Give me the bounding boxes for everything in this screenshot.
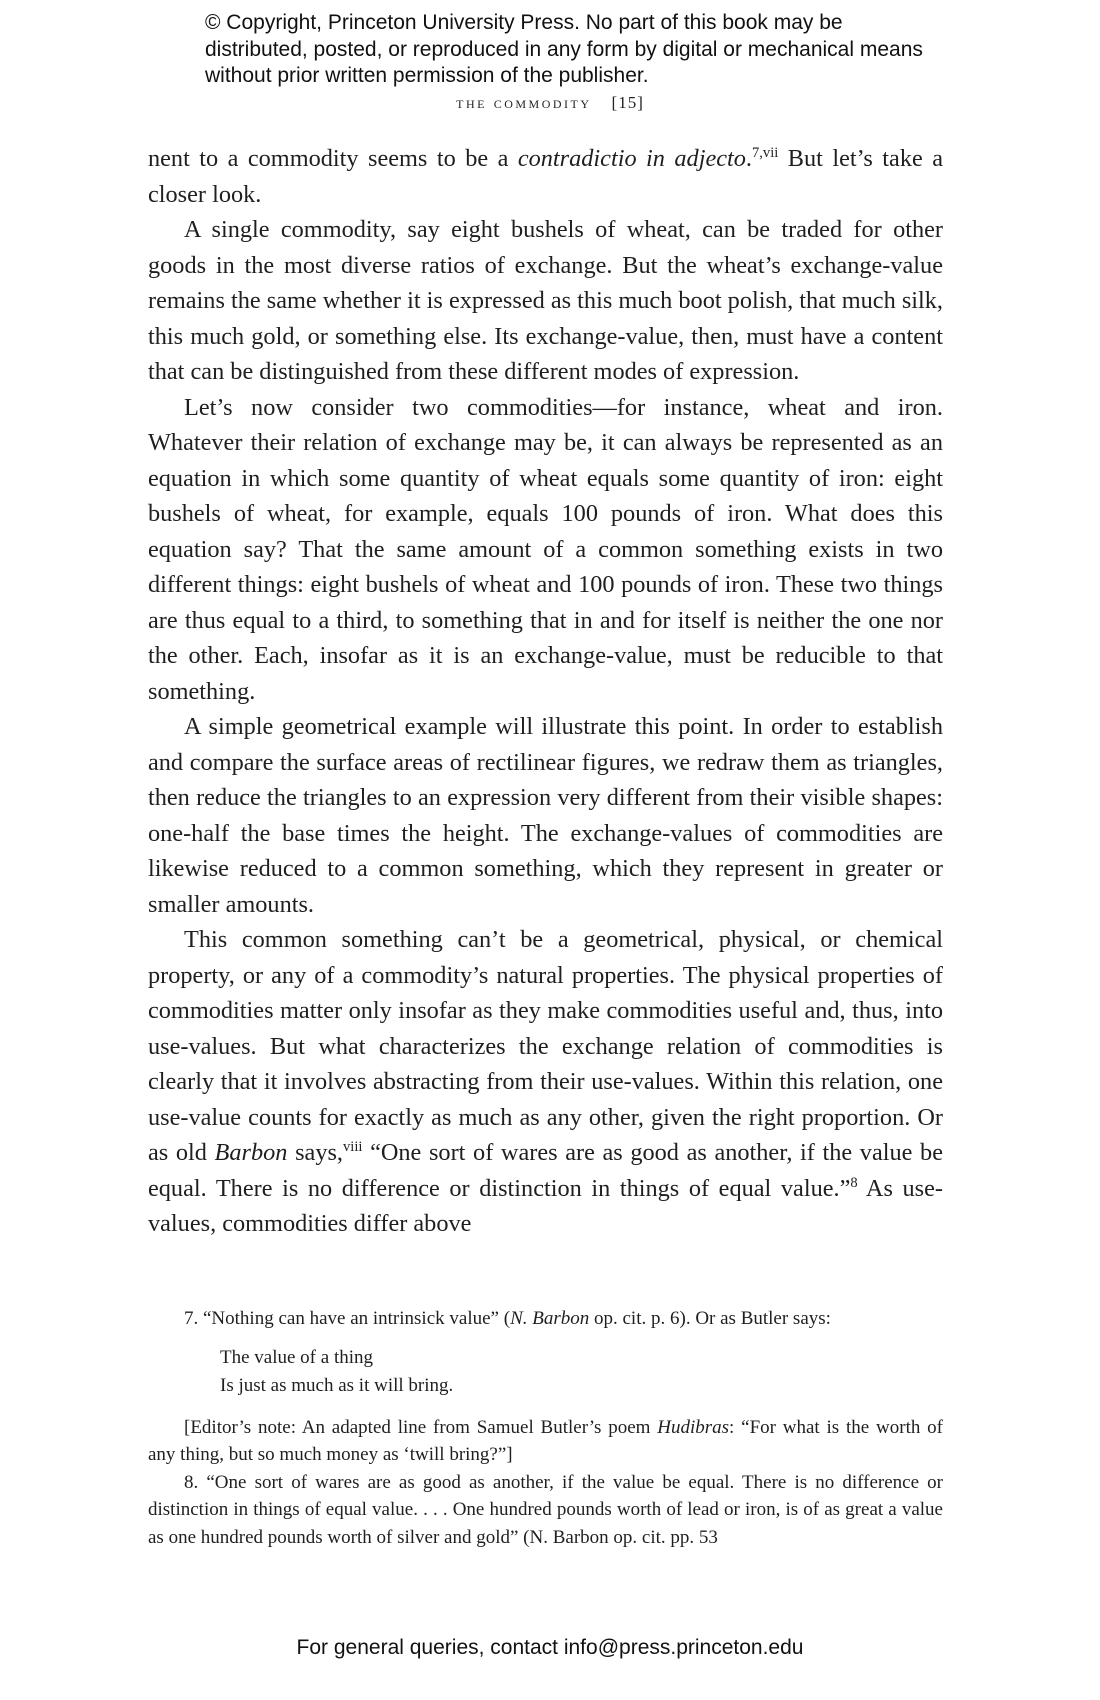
text-run: But let’s take a closer look. bbox=[148, 145, 943, 208]
footnote-ref[interactable]: 7,vii bbox=[752, 144, 779, 161]
copyright-notice: © Copyright, Princeton University Press. No part of this book may be distributed, posted, or reproduced in any form by digital or mechanical means without prior written permission of the publisher. bbox=[205, 11, 923, 87]
poem-title: Hudibras bbox=[657, 1416, 730, 1438]
text-run: : “For what is the worth of any thing, but so much money as ‘twill bring?”] bbox=[148, 1416, 943, 1465]
page-number: [15] bbox=[611, 93, 644, 112]
footnote-8: 8. “One sort of wares are as good as another, if the value be equal. There is no difference or distinction in things of equal value. . . . One hundred pounds worth of lead or iron, is of as great a value as one hundred pounds worth of silver and gold” (N. Barbon op. cit. pp. 53 bbox=[148, 1471, 943, 1548]
paragraph-3: Let’s now consider two commodities—for instance, wheat and iron. Whatever their relation of exchange may be, it can always be represented as an equation in which some quantity of wheat equals some quantity of iron: eight bushels of wheat, for example, equals 100 pounds of iron. What does this equation say? That the same amount of a common something exists in two different things: eight bushels of wheat and 100 pounds of iron. These two things are thus equal to a third, to something that in and for itself is neither the one nor the other. Each, insofar as it is an exchange-value, must be reducible to that something. bbox=[148, 393, 943, 705]
latin-phrase: contradictio in adjecto bbox=[517, 145, 746, 172]
author-name: N. Barbon bbox=[510, 1308, 590, 1329]
text-run: This common something can’t be a geometrical, physical, or chemical property, or any of a commodity’s natural properties. The physical properties of commodities matter only insofar as they make commodities useful and, thus, into use-values. But what characterizes the exchange relation of commodities is clearly that it involves abstracting from their use-values. Within this relation, one use-value counts for exactly as much as any other, given the right proportion. Or as old bbox=[148, 926, 943, 1166]
main-text bbox=[148, 141, 943, 1242]
author-name: Barbon bbox=[214, 1139, 288, 1166]
paragraph-4: A simple geometrical example will illustrate this point. In order to establish and compare the surface areas of rectilinear figures, we redraw them as triangles, then reduce the triangles to an expression very different from their visible shapes: one-half the base times the height. The exchange-values of commodities are likewise reduced to a common something, which they represent in greater or smaller amounts. bbox=[148, 713, 943, 918]
text-run: 7. “Nothing can have an intrinsick value” ( bbox=[184, 1308, 511, 1329]
footnotes bbox=[148, 1305, 943, 1551]
text-run: As use-values, commodities differ above bbox=[148, 1174, 943, 1237]
footnote-ref[interactable]: viii bbox=[343, 1138, 363, 1155]
text-run: nent to a commodity seems to be a bbox=[148, 145, 518, 172]
running-head bbox=[0, 93, 1100, 113]
paragraph-2: A single commodity, say eight bushels of wheat, can be traded for other goods in the most diverse ratios of exchange. But the wheat’s exchange-value remains the same whether it is expressed as this much boot polish, that much silk, this much gold, or something else. Its exchange-value, then, must have a content that can be distinguished from these different modes of expression. bbox=[148, 216, 943, 385]
text-run: [Editor’s note: An adapted line from Samuel Butler’s poem bbox=[184, 1416, 658, 1438]
contact-footer: For general queries, contact info@press.princeton.edu bbox=[296, 1636, 804, 1659]
editor-note bbox=[148, 1414, 943, 1469]
running-title: the commodity bbox=[456, 93, 592, 112]
text-run: says, bbox=[287, 1139, 343, 1166]
verse-line: The value of a thing bbox=[220, 1346, 374, 1368]
text-run: “One sort of wares are as good as another, if the value be equal. There is no difference or distinction in things of equal value.” bbox=[148, 1139, 943, 1202]
footnote-7 bbox=[148, 1305, 943, 1333]
footnote-ref[interactable]: 8 bbox=[850, 1174, 858, 1191]
verse-line: Is just as much as it will bring. bbox=[220, 1374, 454, 1396]
text-run: . bbox=[745, 145, 752, 172]
paragraph-5 bbox=[148, 922, 943, 1242]
text-run: op. cit. p. 6). Or as Butler says: bbox=[589, 1308, 831, 1329]
verse-quote bbox=[220, 1344, 943, 1400]
paragraph-1 bbox=[148, 141, 943, 212]
